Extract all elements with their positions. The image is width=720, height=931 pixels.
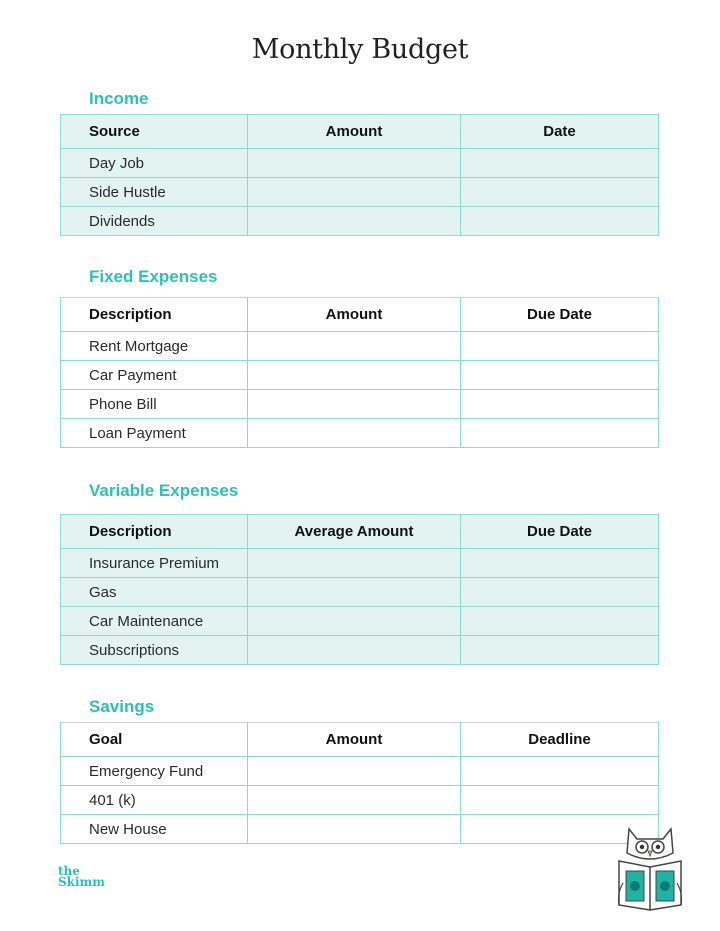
fixed-row-label: Phone Bill (61, 390, 248, 419)
variable-col-average-amount: Average Amount (248, 515, 461, 549)
amount-cell[interactable] (248, 390, 461, 419)
table-row (61, 549, 659, 578)
income-row-label: Dividends (61, 207, 248, 236)
deadline-cell[interactable] (461, 786, 659, 815)
savings-heading: Savings (89, 697, 155, 716)
due-date-cell[interactable] (461, 361, 659, 390)
variable-col-description: Description (61, 515, 248, 549)
amount-cell[interactable] (248, 815, 461, 844)
table-row (61, 332, 659, 361)
logo-line-2: Skimm (58, 875, 105, 889)
due-date-cell[interactable] (461, 549, 659, 578)
fixed-row-label: Loan Payment (61, 419, 248, 448)
amount-cell[interactable] (248, 578, 461, 607)
due-date-cell[interactable] (461, 578, 659, 607)
date-cell[interactable] (461, 149, 659, 178)
income-col-amount: Amount (248, 115, 461, 149)
amount-cell[interactable] (248, 361, 461, 390)
income-col-date: Date (461, 115, 659, 149)
fixed-expenses-table (60, 297, 659, 448)
fixed-row-label: Rent Mortgage (61, 332, 248, 361)
amount-cell[interactable] (248, 636, 461, 665)
theskimm-logo (58, 866, 105, 888)
savings-col-amount: Amount (248, 723, 461, 757)
table-row (61, 419, 659, 448)
savings-col-deadline: Deadline (461, 723, 659, 757)
table-row (61, 178, 659, 207)
savings-row-label: New House (61, 815, 248, 844)
amount-cell[interactable] (248, 757, 461, 786)
table-row (61, 578, 659, 607)
savings-row-label: 401 (k) (61, 786, 248, 815)
due-date-cell[interactable] (461, 607, 659, 636)
variable-row-label: Car Maintenance (61, 607, 248, 636)
date-cell[interactable] (461, 207, 659, 236)
amount-cell[interactable] (248, 149, 461, 178)
savings-row-label: Emergency Fund (61, 757, 248, 786)
fixed-col-amount: Amount (248, 298, 461, 332)
variable-row-label: Subscriptions (61, 636, 248, 665)
logo-line-1: the (58, 864, 80, 878)
savings-col-goal: Goal (61, 723, 248, 757)
table-row (61, 786, 659, 815)
table-row (61, 607, 659, 636)
income-row-label: Day Job (61, 149, 248, 178)
amount-cell[interactable] (248, 207, 461, 236)
page-title: Monthly Budget (251, 34, 469, 65)
fixed-expenses-heading: Fixed Expenses (89, 267, 218, 286)
variable-col-due-date: Due Date (461, 515, 659, 549)
owl-reading-book-icon (613, 823, 687, 911)
table-row (61, 636, 659, 665)
amount-cell[interactable] (248, 786, 461, 815)
variable-expenses-heading: Variable Expenses (89, 481, 239, 500)
amount-cell[interactable] (248, 419, 461, 448)
fixed-col-due-date: Due Date (461, 298, 659, 332)
savings-table (60, 722, 659, 844)
variable-row-label: Insurance Premium (61, 549, 248, 578)
income-col-source: Source (61, 115, 248, 149)
amount-cell[interactable] (248, 332, 461, 361)
table-row (61, 757, 659, 786)
amount-cell[interactable] (248, 178, 461, 207)
income-row-label: Side Hustle (61, 178, 248, 207)
table-row (61, 390, 659, 419)
income-table (60, 114, 659, 236)
due-date-cell[interactable] (461, 390, 659, 419)
variable-expenses-table (60, 514, 659, 665)
table-row (61, 207, 659, 236)
due-date-cell[interactable] (461, 332, 659, 361)
amount-cell[interactable] (248, 607, 461, 636)
variable-row-label: Gas (61, 578, 248, 607)
table-row (61, 361, 659, 390)
due-date-cell[interactable] (461, 636, 659, 665)
income-heading: Income (89, 89, 149, 108)
due-date-cell[interactable] (461, 419, 659, 448)
fixed-col-description: Description (61, 298, 248, 332)
amount-cell[interactable] (248, 549, 461, 578)
table-row (61, 149, 659, 178)
date-cell[interactable] (461, 178, 659, 207)
fixed-row-label: Car Payment (61, 361, 248, 390)
table-row (61, 815, 659, 844)
deadline-cell[interactable] (461, 757, 659, 786)
